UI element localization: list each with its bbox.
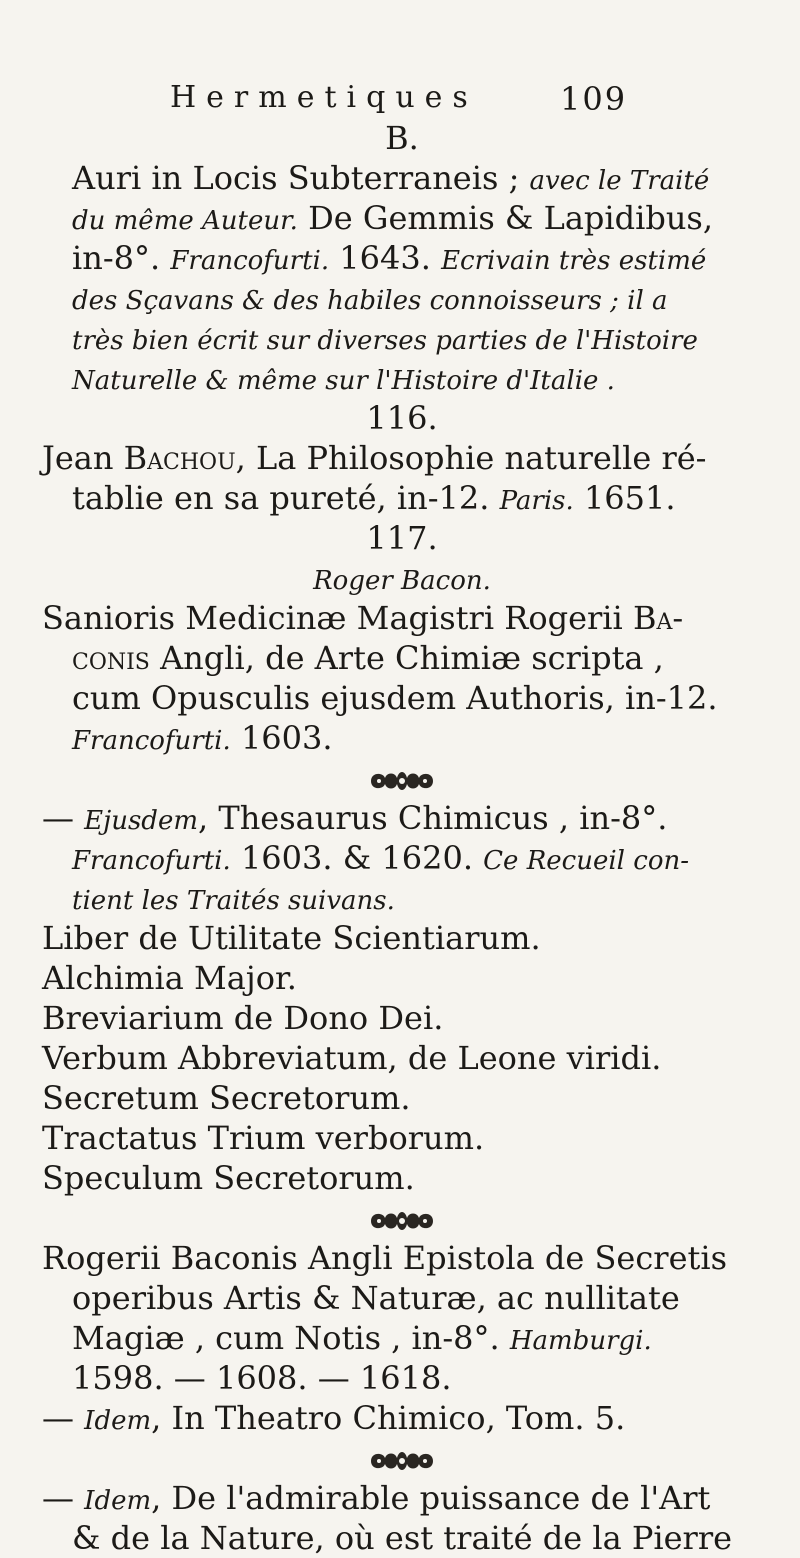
fleuron-ornament-icon — [367, 768, 437, 794]
text-run: Jean — [42, 439, 124, 477]
text-run: Ce Recueil con- — [483, 846, 689, 876]
text-line: Breviarium de Dono Dei. — [42, 999, 444, 1037]
text-run: tablie en sa pureté, in-12. — [72, 479, 500, 517]
text-run: Naturelle & même sur l'Histoire d'Italie . — [72, 366, 615, 396]
text-line — [42, 1398, 762, 1438]
text-run: Angli, de Arte Chimiæ scripta , — [149, 639, 664, 677]
text-run: Auri in Locis Subterraneis ; — [72, 159, 530, 197]
text-line — [42, 718, 762, 758]
text-run: , La Philosophie naturelle ré- — [235, 439, 707, 477]
text-line — [42, 358, 762, 398]
text-run: 1651. — [573, 479, 676, 517]
text-line: 117. — [366, 519, 438, 557]
text-line — [42, 1318, 762, 1358]
text-line: Speculum Secretorum. — [42, 1159, 415, 1197]
text-line — [42, 1478, 762, 1518]
text-line: B. — [385, 119, 419, 157]
text-run: 1643. — [329, 239, 442, 277]
page-number: 109 — [560, 80, 628, 118]
text-line — [42, 638, 762, 678]
text-run: , De l'admirable puissance de l'Art — [151, 1479, 711, 1517]
text-run: 1603. & 1620. — [230, 839, 484, 877]
fleuron-ornament-icon — [367, 1448, 437, 1474]
text-run: — — [42, 799, 85, 837]
text-run: , Thesaurus Chimicus , in-8°. — [198, 799, 668, 837]
text-line — [42, 198, 762, 238]
text-run: Paris. — [499, 486, 574, 516]
text-run: , In Theatro Chimico, Tom. 5. — [151, 1399, 626, 1437]
text-line: Rogerii Baconis Angli Epistola de Secretis — [42, 1239, 728, 1277]
text-run: des Sçavans & des habiles connoisseurs ; il a — [72, 286, 668, 316]
text-run: 1603. — [230, 719, 333, 757]
text-line: cum Opusculis ejusdem Authoris, in-12. — [72, 679, 718, 717]
text-line — [42, 238, 762, 278]
text-run: Francofurti. — [72, 846, 231, 876]
text-line: Alchimia Major. — [42, 959, 297, 997]
text-line: & de la Nature, où est traité de la Pierre — [72, 1519, 733, 1557]
text-line — [42, 598, 762, 638]
text-run: Francofurti. — [170, 246, 330, 276]
text-run: tient les Traités suivans. — [72, 886, 395, 916]
text-run: in-8°. — [72, 239, 171, 277]
text-run: Hamburgi. — [509, 1326, 652, 1356]
text-run: avec le Traité — [529, 166, 710, 196]
text-run: du même Auteur. — [72, 206, 298, 236]
text-run: — — [42, 1399, 85, 1437]
text-run: Roger Bacon. — [313, 566, 491, 596]
text-line: Liber de Utilitate Scientiarum. — [42, 919, 541, 957]
text-line: operibus Artis & Naturæ, ac nullitate — [72, 1279, 680, 1317]
text-run: Francofurti. — [72, 726, 231, 756]
text-run: très bien écrit sur diverses parties de l'Histoire — [72, 326, 698, 356]
text-line — [42, 438, 762, 478]
text-run: De Gemmis & Lapidibus, — [297, 199, 714, 237]
text-run: conis — [72, 639, 150, 677]
text-run: Ecrivain très estimé — [441, 246, 707, 276]
text-line — [42, 278, 762, 318]
text-line — [42, 798, 762, 838]
ornament — [42, 758, 762, 798]
text-run: Ba- — [632, 599, 684, 637]
ornament — [42, 1198, 762, 1238]
text-run: Sanioris Medicinæ Magistri Rogerii — [42, 599, 633, 637]
text-line: 1598. — 1608. — 1618. — [72, 1359, 452, 1397]
text-line: 116. — [366, 399, 438, 437]
text-line — [42, 838, 762, 878]
text-line — [42, 478, 762, 518]
text-line — [42, 558, 762, 598]
text-run: Idem — [84, 1406, 152, 1436]
text-run: Ejusdem — [84, 806, 198, 836]
text-run: — — [42, 1479, 85, 1517]
text-line: Secretum Secretorum. — [42, 1079, 411, 1117]
running-head: Hermetiques — [170, 80, 478, 115]
page-body — [42, 118, 762, 1558]
text-run: Idem — [84, 1486, 152, 1516]
text-run: Bachou — [123, 439, 236, 477]
text-line — [42, 878, 762, 918]
text-line — [42, 318, 762, 358]
ornament — [42, 1438, 762, 1478]
text-run: Magiæ , cum Notis , in-8°. — [72, 1319, 510, 1357]
text-line — [42, 158, 762, 198]
fleuron-ornament-icon — [367, 1208, 437, 1234]
text-line: Tractatus Trium verborum. — [42, 1119, 485, 1157]
text-line: Verbum Abbreviatum, de Leone viridi. — [42, 1039, 662, 1077]
